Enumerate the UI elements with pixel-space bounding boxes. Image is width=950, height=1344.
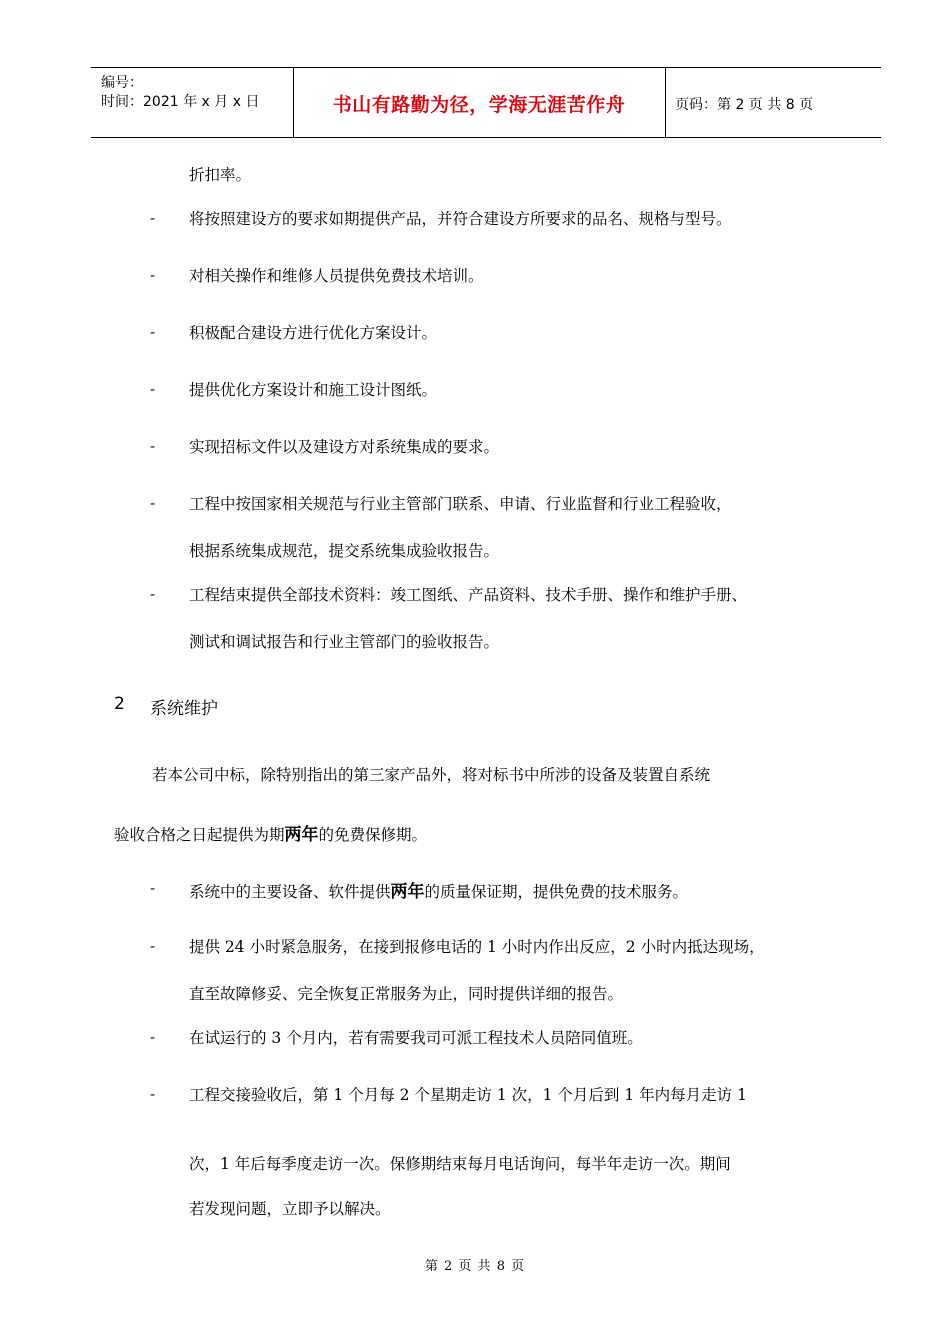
page-header	[91, 67, 881, 138]
serial-label: 编号：	[101, 75, 143, 91]
paragraph-line-2-b: 的免费保修期。	[318, 826, 428, 844]
continued-line: 折扣率。	[189, 166, 252, 184]
page-footer: 第 2 页 共 8 页	[424, 1259, 526, 1274]
emphasis-two-years: 两年	[390, 882, 425, 902]
maintenance-bullet-4-line-1: 工程交接验收后，第 1 个月每 2 个星期走访 1 次，1 个月后到 1 年内每月走访 1	[189, 1086, 747, 1104]
bullet-marker: -	[150, 494, 156, 512]
bullet-3: 积极配合建设方进行优化方案设计。	[189, 324, 438, 342]
maintenance-bullet-4-line-2: 次，1 年后每季度走访一次。保修期结束每月电话询问，每半年走访一次。期间	[189, 1155, 731, 1173]
bullet-4: 提供优化方案设计和施工设计图纸。	[189, 381, 438, 399]
bullet-marker: -	[150, 937, 156, 955]
bullet-marker: -	[150, 879, 156, 897]
bullet-marker: -	[150, 1085, 156, 1103]
bullet-7-line-1: 工程结束提供全部技术资料：竣工图纸、产品资料、技术手册、操作和维护手册、	[189, 586, 748, 604]
header-page-cell	[665, 68, 881, 137]
bullet-2: 对相关操作和维修人员提供免费技术培训。	[189, 267, 484, 285]
bullet-6-line-2: 根据系统集成规范，提交系统集成验收报告。	[189, 542, 500, 560]
maintenance-bullet-1-a: 系统中的主要设备、软件提供	[189, 883, 391, 901]
bullet-5: 实现招标文件以及建设方对系统集成的要求。	[189, 438, 500, 456]
bullet-marker: -	[150, 1028, 156, 1046]
bullet-marker: -	[150, 209, 156, 227]
bullet-marker: -	[150, 437, 156, 455]
time-line: 时间：2021 年 x 月 x 日	[101, 94, 260, 110]
maintenance-bullet-2-line-2: 直至故障修妥、完全恢复正常服务为止，同时提供详细的报告。	[189, 985, 624, 1003]
bullet-1: 将按照建设方的要求如期提供产品，并符合建设方所要求的品名、规格与型号。	[189, 210, 732, 228]
maintenance-bullet-3: 在试运行的 3 个月内，若有需要我司可派工程技术人员陪同值班。	[189, 1029, 643, 1047]
bullet-7-line-2: 测试和调试报告和行业主管部门的验收报告。	[189, 633, 500, 651]
section-title: 系统维护	[150, 699, 218, 719]
paragraph-line-2-a: 验收合格之日起提供为期	[114, 826, 285, 844]
header-motto: 书山有路勤为径，学海无涯苦作舟	[332, 94, 626, 116]
bullet-marker: -	[150, 380, 156, 398]
maintenance-bullet-1-b: 的质量保证期，提供免费的技术服务。	[424, 883, 689, 901]
header-page-info: 页码：第 2 页 共 8 页	[675, 97, 814, 113]
bullet-marker: -	[150, 266, 156, 284]
section-number: 2	[114, 694, 125, 714]
header-motto-cell	[293, 68, 666, 137]
paragraph-line-1: 若本公司中标，除特别指出的第三家产品外，将对标书中所涉的设备及装置自系统	[152, 766, 711, 784]
bullet-marker: -	[150, 585, 156, 603]
bullet-6-line-1: 工程中按国家相关规范与行业主管部门联系、申请、行业监督和行业工程验收，	[189, 495, 732, 513]
paragraph-line-2	[114, 820, 427, 845]
maintenance-bullet-1	[189, 877, 688, 902]
bullet-marker: -	[150, 323, 156, 341]
maintenance-bullet-2-line-1: 提供 24 小时紧急服务，在接到报修电话的 1 小时内作出反应，2 小时内抵达现场，	[189, 938, 765, 956]
emphasis-two-years: 两年	[284, 825, 319, 845]
header-left-cell	[91, 68, 294, 137]
maintenance-bullet-4-line-3: 若发现问题，立即予以解决。	[189, 1200, 391, 1218]
